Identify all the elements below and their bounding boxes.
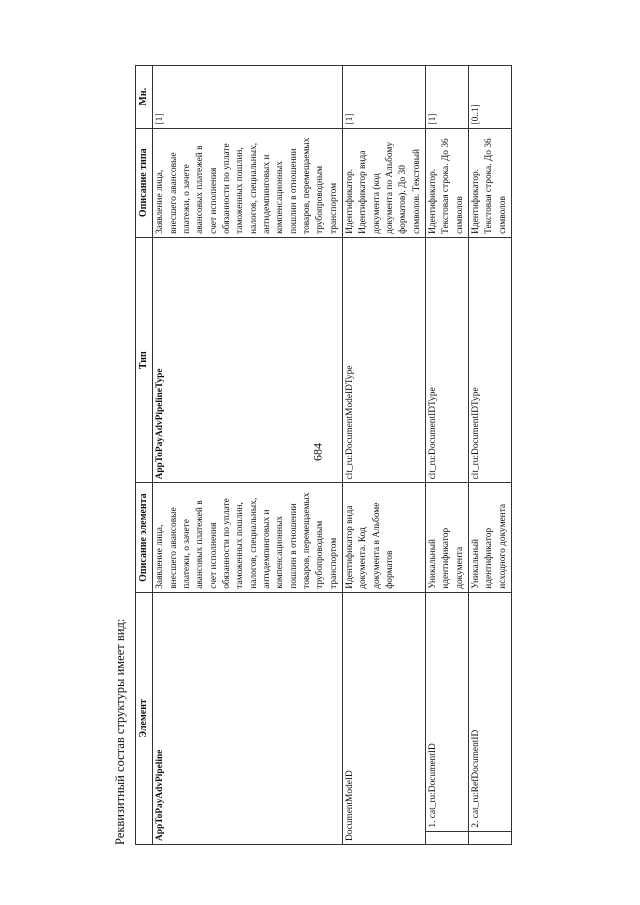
element-name: AppToPayAdvPipeline	[153, 592, 343, 844]
multiplicity: [1]	[343, 66, 426, 129]
type-name: AppToPayAdvPipelineType	[153, 237, 343, 483]
type-name: clt_ru:DocumentModeIDType	[343, 237, 426, 483]
indent-spacer	[469, 831, 512, 844]
table-row	[153, 66, 343, 845]
page-number-text: 684	[310, 443, 325, 461]
element-name-text: cat_ru:RefDocumentID	[471, 729, 482, 819]
element-name	[426, 592, 469, 831]
row-number: 2.	[471, 820, 482, 828]
type-description: Идентификатор. Текстовая строка. До 36 символов	[426, 128, 469, 237]
multiplicity: [1]	[426, 66, 469, 129]
element-description: Уникальный идентификатор документа	[426, 483, 469, 592]
type-name: clt_ru:DocumentIDType	[426, 237, 469, 483]
document-sheet	[115, 65, 585, 845]
header-type-desc: Описание типа	[136, 128, 153, 237]
table-row	[469, 66, 512, 845]
row-number: 1.	[428, 820, 439, 828]
type-description: Идентификатор. Идентификатор вида документа (код документа по Альбому форматов). До 30 символов. Текстовый	[343, 128, 426, 237]
header-multiplicity: Мн.	[136, 66, 153, 129]
element-description: Заявление лица, внесшего авансовые платежи, о зачете авансовых платежей в счет исполнения обязанности по уплате таможенных пошлин, налогов, специальных, антидемпинговых и компенсационных пошлин в отношении товаров, перемещаемых трубопроводным транспортом	[153, 483, 343, 592]
header-element: Элемент	[136, 592, 153, 844]
type-description: Идентификатор. Текстовая строка. До 36 символов	[469, 128, 512, 237]
element-name: DocumentModeID	[343, 592, 426, 844]
type-name: clt_ru:DocumentIDType	[469, 237, 512, 483]
element-description: Уникальный идентификатор исходного документа	[469, 483, 512, 592]
structure-table	[135, 65, 512, 845]
element-name-text: cat_ru:DocumentID	[428, 743, 439, 819]
type-description: Заявление лица, внесшего авансовые платежи, о зачете авансовых платежей в счет исполнения обязанности по уплате таможенных пошлин, налогов, специальных, антидемпинговых и компенсационных пошлин в отношении товаров, перемещаемых трубопроводным транспортом	[153, 128, 343, 237]
element-description: Идентификатор вида документа. Код документа в Альбоме форматов	[343, 483, 426, 592]
multiplicity: [0..1]	[469, 66, 512, 129]
table-row	[426, 66, 469, 845]
element-name	[469, 592, 512, 831]
intro-text: Реквизитный состав структуры имеет вид:	[113, 618, 127, 845]
header-type: Тип	[136, 237, 153, 483]
multiplicity: [1]	[153, 66, 343, 129]
header-element-desc: Описание элемента	[136, 483, 153, 592]
indent-spacer	[426, 831, 469, 844]
table-row	[343, 66, 426, 845]
table-header-row	[136, 66, 153, 845]
